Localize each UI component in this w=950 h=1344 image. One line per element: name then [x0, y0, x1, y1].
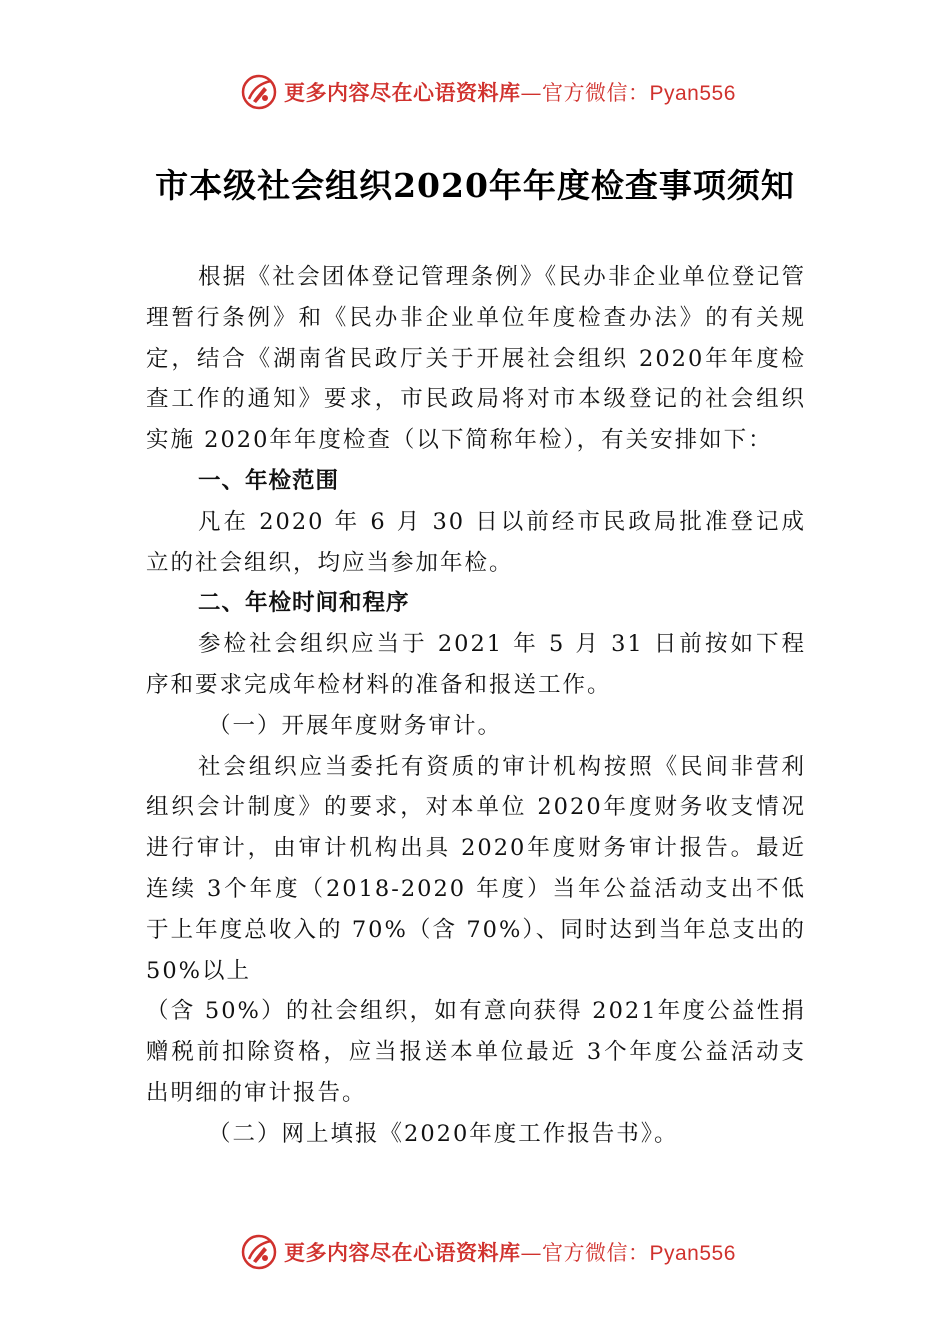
audit-paragraph-continued: （含 50%）的社会组织，如有意向获得 2021年度公益性捐赠税前扣除资格，应当报送本单位最近 3个年度公益活动支出明细的审计报告。: [146, 998, 806, 1106]
banner-text: [284, 1237, 736, 1267]
watermark-banner-bottom: [240, 1232, 760, 1272]
section-heading-schedule: 二、年检时间和程序: [198, 590, 410, 617]
library-logo-icon: [240, 1233, 278, 1271]
banner-dash: —: [520, 1241, 542, 1265]
audit-paragraph: 社会组织应当委托有资质的审计机构按照《民间非营利组织会计制度》的要求，对本单位 2020年度财务收支情况进行审计，由审计机构出具 2020年度财务审计报告。最近连续 3个年度（2018-2020 年度）当年公益活动支出不低于上年度总收入的 70%（含 70%）、同时达到当年总支出的 50%以上: [146, 753, 806, 984]
banner-text: [284, 77, 736, 107]
document-body: [146, 257, 806, 1155]
banner-wechat-label: 官方微信：: [542, 81, 650, 105]
watermark-banner-top: [240, 72, 760, 112]
intro-paragraph: 根据《社会团体登记管理条例》《民办非企业单位登记管理暂行条例》和《民办非企业单位年度检查办法》的有关规定，结合《湖南省民政厅关于开展社会组织 2020年年度检查工作的通知》要求，市民政局将对市本级登记的社会组织实施 2020年年度检查（以下简称年检），有关安排如下：: [146, 264, 806, 454]
banner-wechat-id: Pyan556: [649, 82, 736, 105]
scope-paragraph: 凡在 2020 年 6 月 30 日以前经市民政局批准登记成立的社会组织，均应当参加年检。: [146, 508, 806, 576]
subheading-audit: （一）开展年度财务审计。: [208, 712, 503, 739]
document-title: 市本级社会组织2020年年度检查事项须知: [155, 166, 795, 205]
section-heading-scope: 一、年检范围: [198, 467, 340, 494]
banner-site-name: 更多内容尽在心语资料库: [284, 80, 521, 105]
banner-dash: —: [520, 81, 542, 105]
subheading-online-report: （二）网上填报《2020年度工作报告书》。: [208, 1120, 679, 1147]
banner-wechat-id: Pyan556: [649, 1242, 736, 1265]
schedule-paragraph: 参检社会组织应当于 2021 年 5 月 31 日前按如下程序和要求完成年检材料的准备和报送工作。: [146, 631, 806, 698]
banner-wechat-label: 官方微信：: [542, 1241, 650, 1265]
banner-site-name: 更多内容尽在心语资料库: [284, 1240, 521, 1265]
library-logo-icon: [240, 73, 278, 111]
